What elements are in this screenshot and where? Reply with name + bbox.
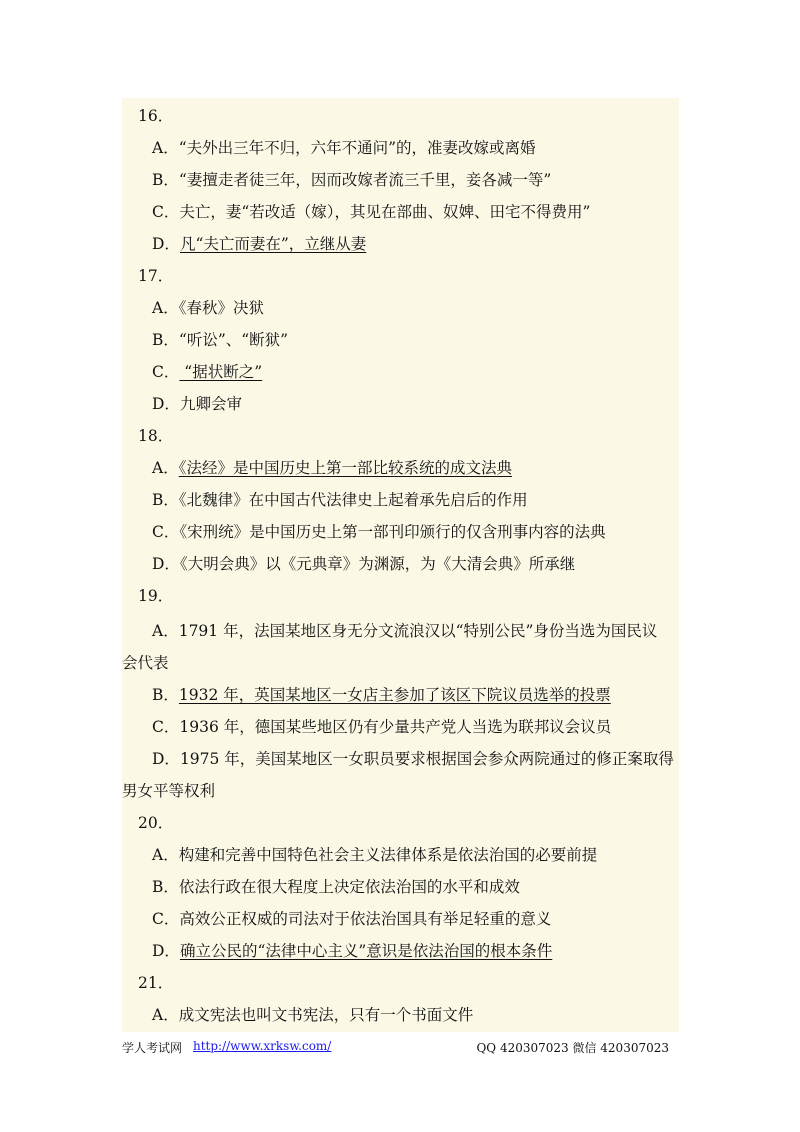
option-letter: B． — [152, 491, 179, 509]
answer-option — [122, 845, 709, 865]
option-letter: C． — [152, 363, 180, 381]
answer-option — [122, 202, 709, 222]
answer-option — [122, 330, 709, 350]
answer-option — [122, 909, 709, 929]
question-number: 20． — [138, 814, 174, 832]
question-number: 18． — [138, 427, 174, 445]
option-letter: A． — [152, 139, 179, 157]
footer-site-link[interactable]: http://www.xrksw.com/ — [193, 1039, 332, 1053]
option-letter: D． — [152, 942, 180, 960]
answer-option — [122, 877, 709, 897]
option-text: 1936 年，德国某些地区仍有少量共产党人当选为联邦议会议员 — [179, 718, 612, 736]
question-number: 19． — [138, 587, 174, 605]
option-letter: A． — [152, 1006, 179, 1024]
option-letter: D． — [152, 235, 180, 253]
option-letter: B． — [152, 878, 179, 896]
option-letter: D． — [152, 395, 180, 413]
option-letter: C． — [152, 203, 180, 221]
option-letter: A． — [152, 846, 179, 864]
question-number: 16． — [138, 107, 174, 125]
footer-site-name: 学人考试网 — [122, 1041, 183, 1055]
option-letter: D． — [152, 750, 180, 768]
question-number: 21． — [138, 974, 174, 992]
answer-option — [122, 1005, 709, 1025]
option-text-underlined: 确立公民的“法律中心主义”意识是依法治国的根本条件 — [179, 942, 553, 960]
option-text-underlined: 1932 年，英国某地区一女店主参加了该区下院议员选举的投票 — [178, 686, 611, 704]
answer-option-correct — [122, 234, 709, 254]
option-text: 高效公正权威的司法对于依法治国具有举足轻重的意义 — [179, 910, 552, 928]
option-letter: D． — [152, 555, 180, 573]
question-number: 17． — [138, 267, 174, 285]
option-text: 1791 年，法国某地区身无分文流浪汉以“特别公民”身份当选为国民议 — [178, 622, 658, 640]
option-letter: A． — [152, 299, 179, 317]
answer-option-correct — [122, 685, 709, 705]
option-text: “听讼”、“断狱” — [178, 331, 289, 349]
page-footer — [0, 1037, 800, 1057]
option-letter: B． — [152, 686, 179, 704]
answer-option — [122, 717, 709, 737]
option-letter: C． — [152, 523, 180, 541]
answer-option-correct — [122, 941, 709, 961]
option-text: 夫亡，妻“若改适（嫁），其见在部曲、奴婢、田宅不得费用” — [179, 203, 591, 221]
option-letter: A． — [152, 622, 179, 640]
option-letter: B． — [152, 171, 179, 189]
answer-option — [122, 490, 709, 510]
option-text-underlined: “据状断之” — [179, 363, 263, 381]
option-letter: C． — [152, 910, 180, 928]
answer-option — [122, 554, 709, 574]
option-text: 九卿会审 — [179, 395, 242, 413]
option-text: “妻擅走者徒三年，因而改嫁者流三千里，妾各减一等” — [178, 171, 552, 189]
answer-option-correct — [122, 362, 709, 382]
option-text-continuation: 男女平等权利 — [122, 782, 216, 800]
option-letter: A． — [152, 459, 179, 477]
option-text-underlined: 《法经》是中国历史上第一部比较系统的成文法典 — [178, 459, 512, 477]
option-text: 《春秋》决狱 — [178, 299, 264, 317]
answer-option — [122, 522, 709, 542]
option-letter: B． — [152, 331, 179, 349]
option-text: 《大明会典》以《元典章》为渊源，为《大清会典》所承继 — [179, 555, 576, 573]
option-text: “夫外出三年不归，六年不通问”的，准妻改嫁或离婚 — [178, 139, 536, 157]
option-text: 成文宪法也叫文书宪法，只有一个书面文件 — [178, 1006, 474, 1024]
option-text: 《北魏律》在中国古代法律史上起着承先启后的作用 — [178, 491, 528, 509]
option-letter: C． — [152, 718, 180, 736]
answer-option-correct — [122, 458, 709, 478]
answer-option — [122, 749, 709, 769]
footer-contact-info: QQ 420307023 微信 420307023 — [476, 1041, 669, 1055]
answer-option — [122, 621, 709, 641]
option-text: 依法行政在很大程度上决定依法治国的水平和成效 — [178, 878, 520, 896]
option-text: 《宋刑统》是中国历史上第一部刊印颁行的仅含刑事内容的法典 — [179, 523, 606, 541]
answer-option — [122, 394, 709, 414]
answer-option — [122, 298, 709, 318]
answer-option — [122, 170, 709, 190]
option-text: 构建和完善中国特色社会主义法律体系是依法治国的必要前提 — [178, 846, 598, 864]
option-text-underlined: 凡“夫亡而妻在”，立继从妻 — [179, 235, 367, 253]
option-text: 1975 年，美国某地区一女职员要求根据国会参众两院通过的修正案取得 — [179, 750, 674, 768]
option-text-continuation: 会代表 — [122, 654, 169, 672]
answer-option — [122, 138, 709, 158]
